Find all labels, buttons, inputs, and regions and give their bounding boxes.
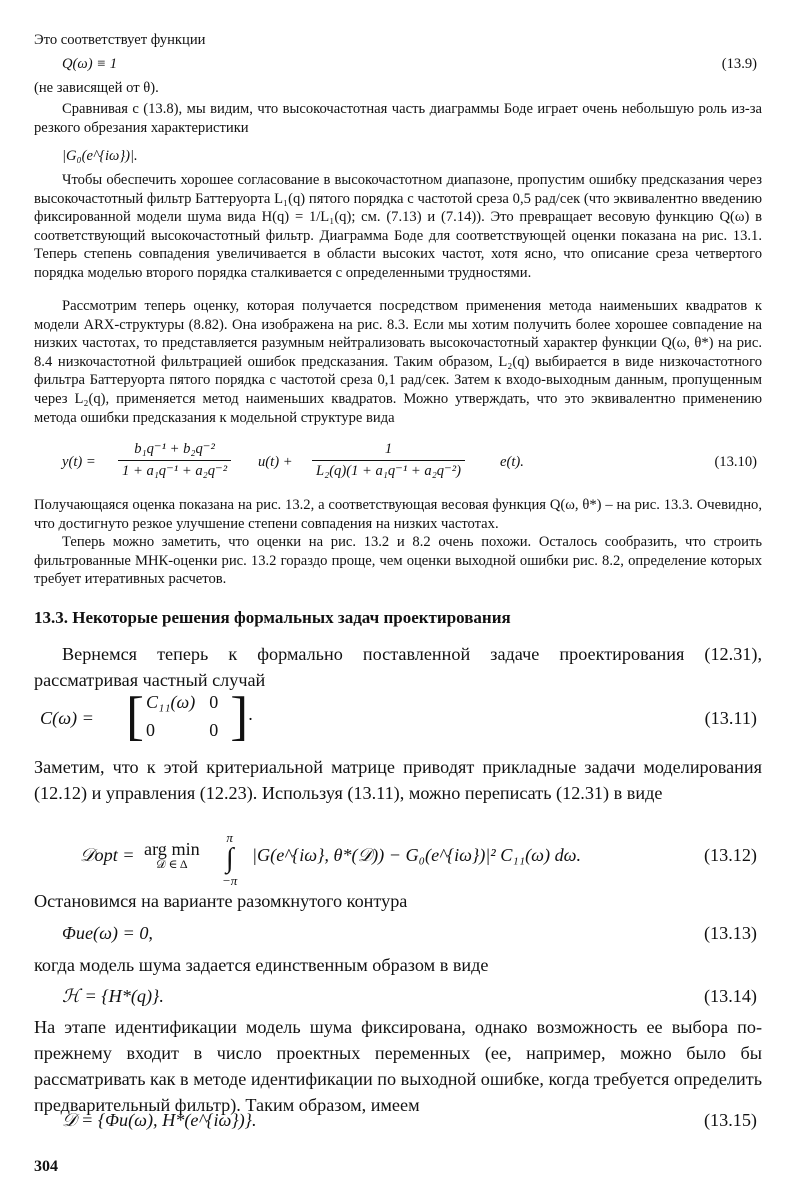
equation-13-11: [0, 688, 797, 748]
equation-g0-formula: |G₀(e^{iω})|.: [62, 148, 138, 164]
eq-13-10-numerator-2: 1: [312, 440, 465, 461]
equation-13-14-formula: ℋ = {H*(q)}.: [62, 986, 164, 1006]
para-open-loop: Остановимся на варианте разомкнутого контура: [34, 891, 408, 911]
integral-upper-limit: π: [226, 830, 233, 845]
equation-13-10: [0, 440, 797, 490]
equation-13-14-number: (13.14): [703, 986, 757, 1006]
eq-13-12-lhs: 𝒟opt =: [80, 845, 135, 865]
left-bracket-icon: [: [126, 686, 144, 746]
eq-13-12-argmin-label: arg min: [144, 839, 200, 859]
section-heading: 13.3. Некоторые решения формальных задач проектирования: [34, 608, 511, 627]
equation-13-11-number: (13.11): [704, 708, 757, 728]
equation-13-9-formula: Q(ω) ≡ 1: [62, 56, 118, 72]
matrix-c12: 0: [209, 692, 219, 712]
eq-13-10-rhs: e(t).: [500, 454, 524, 470]
para-arx: Рассмотрим теперь оценку, которая получается посредством применения метода наименьших квадратов к модели ARX-структуры (8.82). Она изображена на рис. 8.3. Если мы хотим получить более хорошее совпадение на низких частотах, то представляется разумным нейтрализовать высокочастотный характер функции Q(ω, θ*) на рис. 8.4 низкочастотной фильтрацией ошибок предсказания. Таким образом, L₂(q) выбирается в виде низкочастотного фильтра Баттеруорта пятого порядка с частотой среза 0,1 рад/сек. Затем к входо-выходным данным, пропущенным через L₂(q), применяется метод наименьших квадратов. Можно утверждать, что это эквивалентно применению метода ошибки предсказания к модельной структуре вида: [34, 298, 762, 426]
eq-13-10-lhs: y(t) =: [62, 454, 96, 470]
integral-lower-limit: −π: [222, 873, 238, 888]
para-return: Вернемся теперь к формально поставленной задаче проектирования (12.31), рассматривая частный случай: [34, 644, 762, 690]
eq-13-12-body: |G(e^{iω}, θ*(𝒟)) − G₀(e^{iω})|² C₁₁(ω) dω.: [252, 845, 582, 865]
equation-13-15-number: (13.15): [703, 1110, 757, 1130]
equation-13-9-number: (13.9): [721, 56, 757, 72]
equation-13-12-number: (13.12): [703, 845, 757, 865]
eq-13-10-denominator-1: 1 + a₁q⁻¹ + a₂q⁻²: [122, 462, 228, 479]
para-identification: На этапе идентификации модель шума фиксирована, однако возможность ее выбора по-прежнему входит в число проектных переменных (ее, например, можно было бы рассматривать как в методе идентификации по выходной ошибке, когда требуется определить предварительный фильтр). Таким образом, имеем: [34, 1017, 762, 1115]
equation-13-12: [0, 830, 797, 886]
equation-13-13-number: (13.13): [703, 923, 757, 943]
integral-icon: π ∫ −π: [222, 830, 238, 888]
eq-13-10-fraction-1: [118, 440, 231, 480]
para-good-fit: Чтобы обеспечить хорошее согласование в высокочастотном диапазоне, пропустим ошибку предсказания через высокочастотный фильтр Баттеруорта L₁(q) пятого порядка с частотой среза 0,5 рад/сек (что эквивалентно введению фиксированной модели шума вида H(q) = 1/L₁(q); см. (7.13) и (7.14)). Это превращает весовую функцию Q(ω) в соответствующий высокочастотный фильтр. Диаграмма Боде для соответствующей оценки показана на рис. 13.1. Теперь степень совпадения увеличивается в области высоких частот, хотя ясно, что описание среза четвертого порядка моделью второго порядка сталкивается с определенными трудностями.: [34, 172, 762, 281]
equation-13-13-formula: Φue(ω) = 0,: [62, 923, 153, 943]
matrix-c11: C₁₁(ω): [145, 692, 196, 712]
right-bracket-icon: ]: [230, 686, 249, 746]
page-number: 304: [34, 1158, 58, 1175]
eq-13-11-lhs: C(ω) =: [40, 708, 94, 728]
para-note: Заметим, что к этой критериальной матрице приводят прикладные задачи моделирования (12.12) и управления (12.23). Используя (13.11), можно переписать (12.31) в виде: [34, 757, 762, 803]
eq-13-10-denominator-2: L₂(q)(1 + a₁q⁻¹ + a₂q⁻²): [316, 462, 462, 479]
para-compare: Сравнивая с (13.8), мы видим, что высокочастотная часть диаграммы Боде играет очень небольшую роль из-за резкого обрезания характеристики: [34, 101, 762, 136]
eq-13-10-middle: u(t) +: [258, 454, 293, 470]
equation-13-15-formula: 𝒟 = {Φu(ω), H*(e^{iω})}.: [62, 1110, 257, 1130]
para-noise-model: когда модель шума задается единственным образом в виде: [34, 955, 489, 975]
matrix-c22: 0: [209, 720, 219, 740]
equation-13-10-number: (13.10): [714, 454, 757, 470]
para-intro: Это соответствует функции: [34, 32, 206, 48]
para-compare-2: Теперь можно заметить, что оценки на рис. 13.2 и 8.2 очень похожи. Осталось сообразить, что строить фильтрованные МНК-оценки рис. 13.2 гораздо проще, чем оценки выходной ошибки рис. 8.2, определение которых требует итеративных расчетов.: [34, 534, 762, 588]
eq-13-12-argmin-subscript: 𝒟 ∈ Δ: [156, 857, 188, 871]
para-not-dependent: (не зависящей от θ).: [34, 80, 159, 96]
para-result: Получающаяся оценка показана на рис. 13.2, а соответствующая весовая функция Q(ω, θ*) – на рис. 13.3. Очевидно, что достигнуто резкое улучшение степени совпадения на низких частотах.: [34, 497, 762, 532]
matrix-c21: 0: [145, 720, 155, 740]
eq-13-10-numerator-1: b₁q⁻¹ + b₂q⁻²: [118, 440, 231, 461]
eq-13-10-fraction-2: [312, 440, 465, 480]
eq-13-12-argmin: [144, 839, 200, 872]
eq-13-11-matrix: [ C₁₁(ω) 0 0 0 ].: [126, 686, 253, 746]
